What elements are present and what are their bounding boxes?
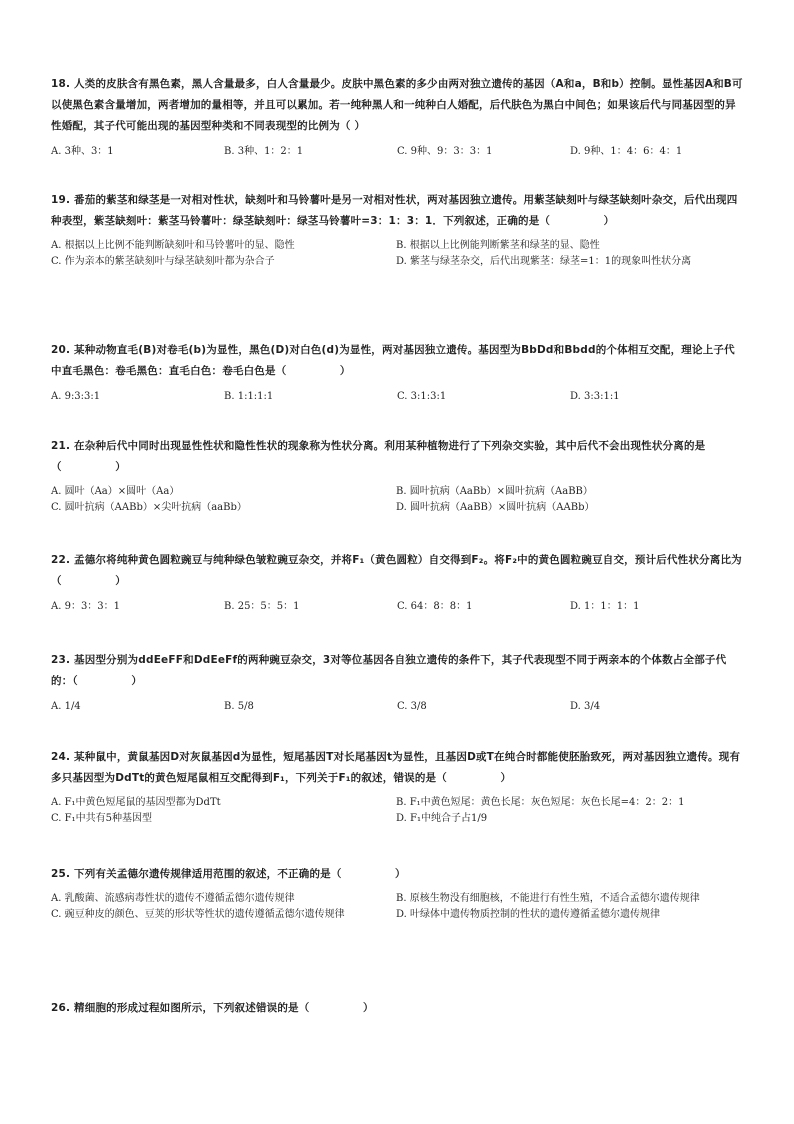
- question-23: [51, 650, 745, 715]
- option-d[interactable]: D. F₁中纯合子占1/9: [396, 813, 488, 824]
- option-a[interactable]: A. 1/4: [51, 701, 81, 712]
- option-c[interactable]: C. 9种、9：3：3：1: [397, 146, 493, 157]
- option-d[interactable]: D. 3/4: [570, 701, 601, 712]
- option-c[interactable]: C. 豌豆种皮的颜色、豆荚的形状等性状的遗传遵循孟德尔遗传规律: [51, 909, 345, 920]
- option-a[interactable]: A. 9:3:3:1: [51, 391, 101, 402]
- option-c[interactable]: C. 3/8: [397, 701, 427, 712]
- option-d[interactable]: D. 3:3:1:1: [570, 391, 620, 402]
- option-c[interactable]: C. 64：8：8：1: [397, 601, 473, 612]
- option-c[interactable]: C. F₁中共有5种基因型: [51, 813, 152, 824]
- question-22: [51, 550, 745, 615]
- question-stem: 25. 下列有关孟德尔遗传规律适用范围的叙述，不正确的是（ ）: [51, 868, 406, 880]
- options: [51, 238, 745, 270]
- options: [51, 144, 745, 160]
- question-stem: 20. 某种动物直毛(B)对卷毛(b)为显性，黑色(D)对白色(d)为显性，两对基因独立遗传。基因型为BbDd和Bbdd的个体相互交配，理论上子代中直毛黑色：卷毛黑色：直毛白色：卷毛白色是（ ）: [51, 344, 735, 377]
- option-a[interactable]: A. 根据以上比例不能判断缺刻叶和马铃薯叶的显、隐性: [51, 240, 295, 251]
- question-stem: 19. 番茄的紫茎和绿茎是一对相对性状，缺刻叶和马铃薯叶是另一对相对性状，两对基因独立遗传。用紫茎缺刻叶与绿茎缺刻叶杂交，后代出现四种表型，紫茎缺刻叶：紫茎马铃薯叶：绿茎缺刻叶：绿茎马铃薯叶=3：1：3：1．下列叙述，正确的是（ ）: [51, 194, 738, 227]
- question-20: [51, 340, 745, 405]
- option-b[interactable]: B. 原核生物没有细胞核，不能进行有性生殖，不适合孟德尔遗传规律: [396, 893, 700, 904]
- option-a[interactable]: A. 乳酸菌、流感病毒性状的遗传不遵循孟德尔遗传规律: [51, 893, 295, 904]
- question-stem: 26. 精细胞的形成过程如图所示，下列叙述错误的是（ ）: [51, 1002, 374, 1014]
- options: [51, 484, 745, 516]
- question-24: [51, 747, 745, 827]
- option-c[interactable]: C. 作为亲本的紫茎缺刻叶与绿茎缺刻叶都为杂合子: [51, 256, 275, 267]
- question-stem: 22. 孟德尔将纯种黄色圆粒豌豆与纯种绿色皱粒豌豆杂交，并将F₁（黄色圆粒）自交得到F₂。将F₂中的黄色圆粒豌豆自交，预计后代性状分离比为（ ）: [51, 554, 742, 587]
- option-a[interactable]: A. 9：3：3：1: [51, 601, 121, 612]
- option-b[interactable]: B. 1:1:1:1: [224, 391, 274, 402]
- question-stem: 23. 基因型分别为ddEeFF和DdEeFf的两种豌豆杂交，3对等位基因各自独立遗传的条件下，其子代表现型不同于两亲本的个体数占全部子代的：（ ）: [51, 654, 727, 687]
- option-c[interactable]: C. 3:1:3:1: [397, 391, 447, 402]
- question-25: [51, 864, 745, 923]
- option-a[interactable]: A. 圆叶（Aa）×圆叶（Aa）: [51, 486, 180, 497]
- question-stem: 24. 某种鼠中，黄鼠基因D对灰鼠基因d为显性，短尾基因T对长尾基因t为显性，且基因D或T在纯合时都能使胚胎致死，两对基因独立遗传。现有多只基因型为DdTt的黄色短尾鼠相互交配得到F₁，下列关于F₁的叙述，错误的是（ ）: [51, 751, 741, 784]
- option-d[interactable]: D. 1：1：1：1: [570, 601, 640, 612]
- option-b[interactable]: B. 3种、1：2：1: [224, 146, 304, 157]
- option-d[interactable]: D. 紫茎与绿茎杂交，后代出现紫茎：绿茎=1：1的现象叫性状分离: [396, 256, 692, 267]
- question-stem: 21. 在杂种后代中同时出现显性性状和隐性性状的现象称为性状分离。利用某种植物进行了下列杂交实验，其中后代不会出现性状分离的是（ ）: [51, 440, 706, 473]
- option-a[interactable]: A. 3种、3：1: [51, 146, 114, 157]
- option-b[interactable]: B. F₁中黄色短尾：黄色长尾：灰色短尾：灰色长尾=4：2：2：1: [396, 797, 685, 808]
- options: [51, 599, 745, 615]
- options: [51, 389, 745, 405]
- option-b[interactable]: B. 5/8: [224, 701, 254, 712]
- question-18: [51, 74, 745, 160]
- option-d[interactable]: D. 圆叶抗病（AaBB）×圆叶抗病（AABb）: [396, 502, 595, 513]
- options: [51, 795, 745, 827]
- options: [51, 699, 745, 715]
- question-21: [51, 436, 745, 516]
- question-stem: 18. 人类的皮肤含有黑色素，黑人含量最多，白人含量最少。皮肤中黑色素的多少由两对独立遗传的基因（A和a，B和b）控制。显性基因A和B可以使黑色素含量增加，两者增加的量相等，并且可以累加。若一纯种黑人和一纯种白人婚配，后代肤色为黑白中间色；如果该后代与同基因型的异性婚配，其子代可能出现的基因型种类和不同表现型的比例为（ ）: [51, 78, 743, 132]
- option-d[interactable]: D. 9种、1：4：6：4：1: [570, 146, 683, 157]
- option-a[interactable]: A. F₁中黄色短尾鼠的基因型都为DdTt: [51, 797, 221, 808]
- option-b[interactable]: B. 根据以上比例能判断紫茎和绿茎的显、隐性: [396, 240, 600, 251]
- question-19: [51, 190, 745, 270]
- option-c[interactable]: C. 圆叶抗病（AABb）×尖叶抗病（aaBb）: [51, 502, 247, 513]
- option-b[interactable]: B. 圆叶抗病（AaBb）×圆叶抗病（AaBB）: [396, 486, 593, 497]
- option-b[interactable]: B. 25：5：5：1: [224, 601, 300, 612]
- option-d[interactable]: D. 叶绿体中遗传物质控制的性状的遗传遵循孟德尔遗传规律: [396, 909, 661, 920]
- options: [51, 891, 745, 923]
- question-26: [51, 998, 745, 1019]
